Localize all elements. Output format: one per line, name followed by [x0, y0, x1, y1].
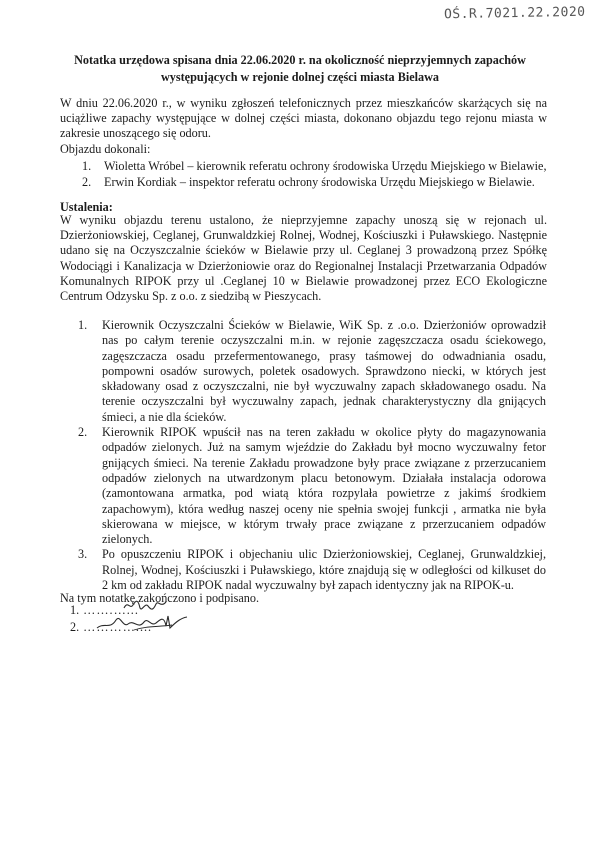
reference-number: OŚ.R.7021.22.2020: [444, 4, 587, 23]
finding-text: Kierownik Oczyszczalni Ścieków w Bielawie, WiK Sp. z .o.o. Dzierżoniów oprowadził nas po całym terenie oczyszczalni m.in. w rejonie zagęszczacza osadu ściekowego, zagęszczacza osadu przefermentowanego, prasy taśmowej do odwadniania osadu, pompowni osadów surowych, poletek osadowych. Sprawdzono niecki, w których jest składowany osad z oczyszczalni, nie był wyczuwalny zapach składowanego osadu. Na terenie oczyszczalni był wyczuwalny zapach, jednak charakterystyczny dla gnijących śmieci, a nie dla ścieków.: [102, 318, 546, 424]
inspectors-label: Objazdu dokonali:: [60, 141, 151, 156]
item-number: 1.: [78, 318, 88, 332]
inspectors-list: [60, 159, 550, 190]
inspector-text: Wioletta Wróbel – kierownik referatu ochrony środowiska Urzędu Miejskiego w Bielawie,: [104, 159, 547, 173]
signature-dots: …………....: [83, 620, 153, 634]
item-number: 3.: [78, 547, 88, 562]
intro-text: W dniu 22.06.2020 r., w wyniku zgłoszeń telefonicznych przez mieszkańców skarżących się na uciążliwe zapachy występujące w dolnej części miasta, dokonano objazdu tego rejonu miasta w zakresie unoszącego się odoru.: [60, 96, 547, 141]
finding-text: Po opuszczeniu RIPOK i objechaniu ulic Dzierżoniowskiej, Ceglanej, Grunwaldzkiej, Rolnej, Wodnej, Kościuszki i Puławskiego, które znajdują się w odległości od kilkuset do 2 km od zakładu RIPOK nadal wyczuwalny był zapach identyczny jak na RIPOK-u.: [102, 547, 546, 593]
list-item: [78, 318, 546, 425]
item-number: 2.: [78, 425, 88, 440]
signature-dots: …….…...: [83, 603, 139, 617]
list-item: [60, 159, 550, 175]
closing-statement: Na tym notatkę zakończono i podpisano.: [60, 591, 260, 605]
list-item: [78, 425, 546, 547]
list-item: [60, 175, 550, 191]
finding-text: Kierownik RIPOK wpuścił nas na teren zakładu w okolice płyty do magazynowania odpadów zielonych. Już na samym wjeździe do Zakładu był mocno wyczuwalny fetor gnijących śmieci. Na terenie Zakładu prowadzone były prace związane z przerzucaniem odpadów zielonych na utwardzonym placu betonowym. Działała instalacja odorowa (zamontowana armatka, pod wiatą która rozpylała powietrze z jakimś środkiem zapachowym), która według naszej oceny nie spełnia swojej funkcji , armatka nie była skierowana w miejsce, w którym trwały prace związane z przerzucaniem odpadów zielonych.: [102, 425, 546, 547]
item-number: 2.: [82, 174, 92, 189]
findings-heading: Ustalenia:: [60, 200, 113, 214]
findings-list: [78, 318, 546, 593]
handwritten-signature-2: [94, 612, 190, 634]
inspector-text: Erwin Kordiak – inspektor referatu ochrony środowiska Urzędu Miejskiego w Bielawie.: [104, 174, 535, 189]
document-title: Notatka urzędowa spisana dnia 22.06.2020 r. na okoliczność nieprzyjemnych zapachów występujących w rejonie dolnej części miasta Bielawa: [74, 53, 526, 84]
list-item: [78, 547, 546, 593]
signature-number: 2.: [70, 620, 80, 634]
item-number: 1.: [82, 159, 92, 173]
findings-intro: W wyniku objazdu terenu ustalono, że nieprzyjemne zapachy unoszą się w rejonach ul. Dzierżoniowskiej, Ceglanej, Grunwaldzkiej Rolnej, Wodnej, Kościuszki i Puławskiego. Następnie udano się na Oczyszczalnie ścieków w Bielawie przy ul. Ceglanej 3 prowadzoną przez Spółkę Wodociągi i Kanalizacja w Dzierżoniowie oraz do Regionalnej Instalacji Przetwarzania Odpadów Komunalnych RIPOK przy ul .Ceglanej 10 w Bielawie prowadzonej przez ECO Ekologiczne Centrum Odzysku Sp. z o.o. z siedzibą w Pieszycach.: [60, 213, 547, 304]
intro-paragraph: [60, 96, 547, 157]
signature-number: 1.: [70, 603, 80, 617]
